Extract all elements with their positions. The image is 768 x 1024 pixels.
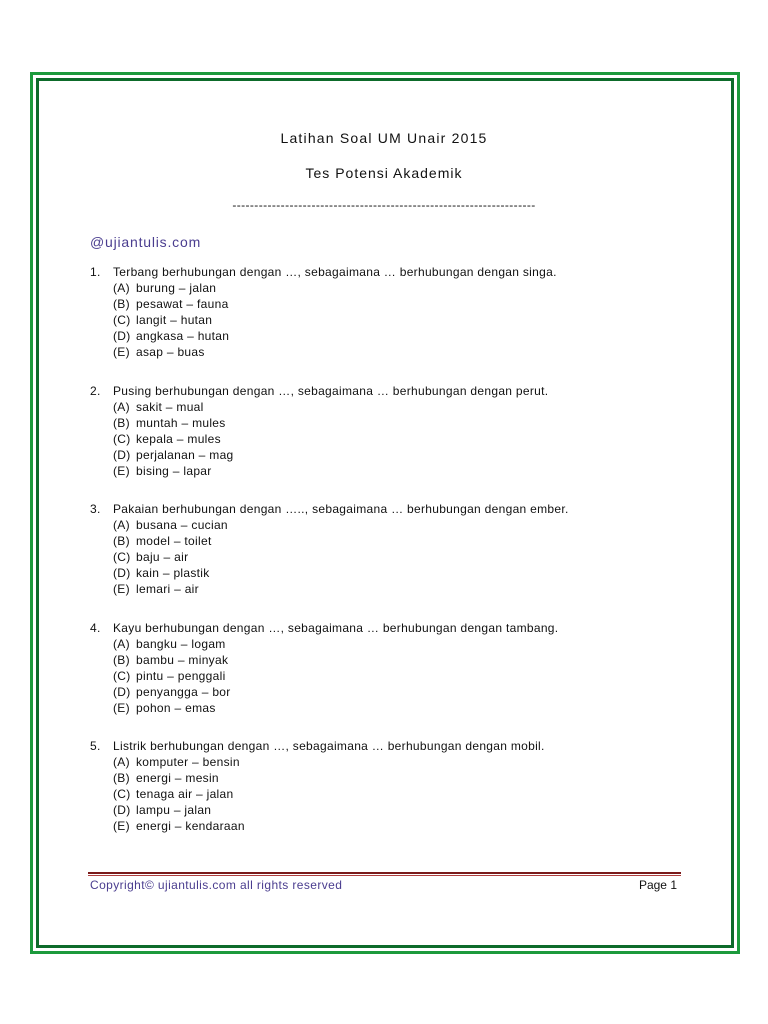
option-text: penyangga – bor	[136, 684, 231, 699]
question-line	[90, 738, 690, 754]
question-text: Terbang berhubungan dengan …, sebagaimana … berhubungan dengan singa.	[113, 265, 557, 279]
option-letter: (D)	[113, 566, 131, 580]
answer-option	[90, 312, 690, 328]
option-text: komputer – bensin	[136, 755, 240, 769]
answer-option	[90, 431, 690, 447]
separator-line: ---------------------------------------------------------------------	[232, 198, 536, 212]
answer-option	[90, 415, 690, 431]
option-letter: (A)	[113, 281, 130, 295]
answer-option	[90, 700, 690, 716]
answer-option	[90, 684, 690, 700]
option-text: pohon – emas	[136, 700, 216, 715]
answer-option	[90, 399, 690, 415]
answer-option	[90, 636, 690, 652]
option-letter: (E)	[113, 700, 130, 715]
site-handle: @ujiantulis.com	[90, 234, 202, 250]
question-list	[90, 264, 690, 857]
document-title: Latihan Soal UM Unair 2015	[280, 130, 488, 146]
option-text: pesawat – fauna	[136, 297, 229, 311]
question-number: 2.	[90, 383, 101, 398]
answer-option	[90, 565, 690, 581]
option-text: model – toilet	[136, 534, 212, 548]
option-letter: (D)	[113, 447, 131, 462]
footer-divider-thin	[88, 875, 681, 876]
answer-option	[90, 652, 690, 668]
answer-option	[90, 818, 690, 834]
option-letter: (D)	[113, 329, 131, 343]
answer-option	[90, 296, 690, 312]
option-letter: (E)	[113, 345, 130, 359]
option-text: kain – plastik	[136, 566, 210, 580]
question-number: 1.	[90, 265, 101, 279]
option-letter: (C)	[113, 787, 131, 801]
option-text: burung – jalan	[136, 281, 217, 295]
answer-option	[90, 668, 690, 684]
answer-option	[90, 533, 690, 549]
question-number: 3.	[90, 502, 101, 516]
answer-option	[90, 344, 690, 360]
option-text: sakit – mual	[136, 399, 204, 414]
option-text: angkasa – hutan	[136, 329, 230, 343]
option-letter: (A)	[113, 399, 130, 414]
answer-option	[90, 802, 690, 818]
answer-option	[90, 770, 690, 786]
option-letter: (C)	[113, 550, 131, 564]
option-letter: (A)	[113, 636, 130, 651]
answer-option	[90, 786, 690, 802]
answer-option	[90, 463, 690, 479]
option-text: pintu – penggali	[136, 668, 226, 683]
option-letter: (C)	[113, 668, 131, 683]
option-text: perjalanan – mag	[136, 447, 234, 462]
answer-option	[90, 754, 690, 770]
answer-option	[90, 581, 690, 597]
option-text: asap – buas	[136, 345, 205, 359]
question-item	[90, 738, 690, 834]
option-letter: (C)	[113, 431, 131, 446]
question-item	[90, 501, 690, 597]
option-text: lemari – air	[136, 582, 199, 596]
option-text: langit – hutan	[136, 313, 213, 327]
option-letter: (E)	[113, 582, 130, 596]
page-number: Page 1	[638, 878, 677, 892]
option-text: muntah – mules	[136, 415, 226, 430]
answer-option	[90, 280, 690, 296]
answer-option	[90, 549, 690, 565]
question-item	[90, 620, 690, 716]
option-letter: (B)	[113, 771, 130, 785]
question-item	[90, 264, 690, 360]
question-number: 4.	[90, 620, 101, 635]
option-letter: (B)	[113, 652, 130, 667]
option-text: bising – lapar	[136, 463, 212, 478]
question-text: Kayu berhubungan dengan …, sebagaimana … berhubungan dengan tambang.	[113, 620, 559, 635]
answer-option	[90, 517, 690, 533]
question-number: 5.	[90, 739, 101, 753]
option-text: baju – air	[136, 550, 189, 564]
question-text: Listrik berhubungan dengan …, sebagaimana … berhubungan dengan mobil.	[113, 739, 545, 753]
question-line	[90, 264, 690, 280]
option-letter: (A)	[113, 518, 130, 532]
option-text: bangku – logam	[136, 636, 226, 651]
option-text: tenaga air – jalan	[136, 787, 234, 801]
option-letter: (B)	[113, 297, 130, 311]
option-text: energi – mesin	[136, 771, 219, 785]
question-line	[90, 501, 690, 517]
question-item	[90, 383, 690, 479]
option-letter: (D)	[113, 803, 131, 817]
question-line	[90, 620, 690, 636]
option-text: busana – cucian	[136, 518, 228, 532]
option-text: kepala – mules	[136, 431, 221, 446]
option-letter: (A)	[113, 755, 130, 769]
footer-divider	[88, 872, 681, 874]
option-letter: (E)	[113, 463, 130, 478]
question-text: Pusing berhubungan dengan …, sebagaimana … berhubungan dengan perut.	[113, 383, 549, 398]
answer-option	[90, 447, 690, 463]
option-letter: (D)	[113, 684, 131, 699]
option-letter: (C)	[113, 313, 131, 327]
option-letter: (B)	[113, 534, 130, 548]
option-text: lampu – jalan	[136, 803, 212, 817]
answer-option	[90, 328, 690, 344]
copyright-text: Copyright© ujiantulis.com all rights reserved	[90, 878, 343, 892]
option-letter: (E)	[113, 819, 130, 833]
option-text: energi – kendaraan	[136, 819, 245, 833]
option-letter: (B)	[113, 415, 130, 430]
option-text: bambu – minyak	[136, 652, 229, 667]
document-subtitle: Tes Potensi Akademik	[305, 165, 463, 181]
question-text: Pakaian berhubungan dengan ….., sebagaimana … berhubungan dengan ember.	[113, 502, 569, 516]
question-line	[90, 383, 690, 399]
